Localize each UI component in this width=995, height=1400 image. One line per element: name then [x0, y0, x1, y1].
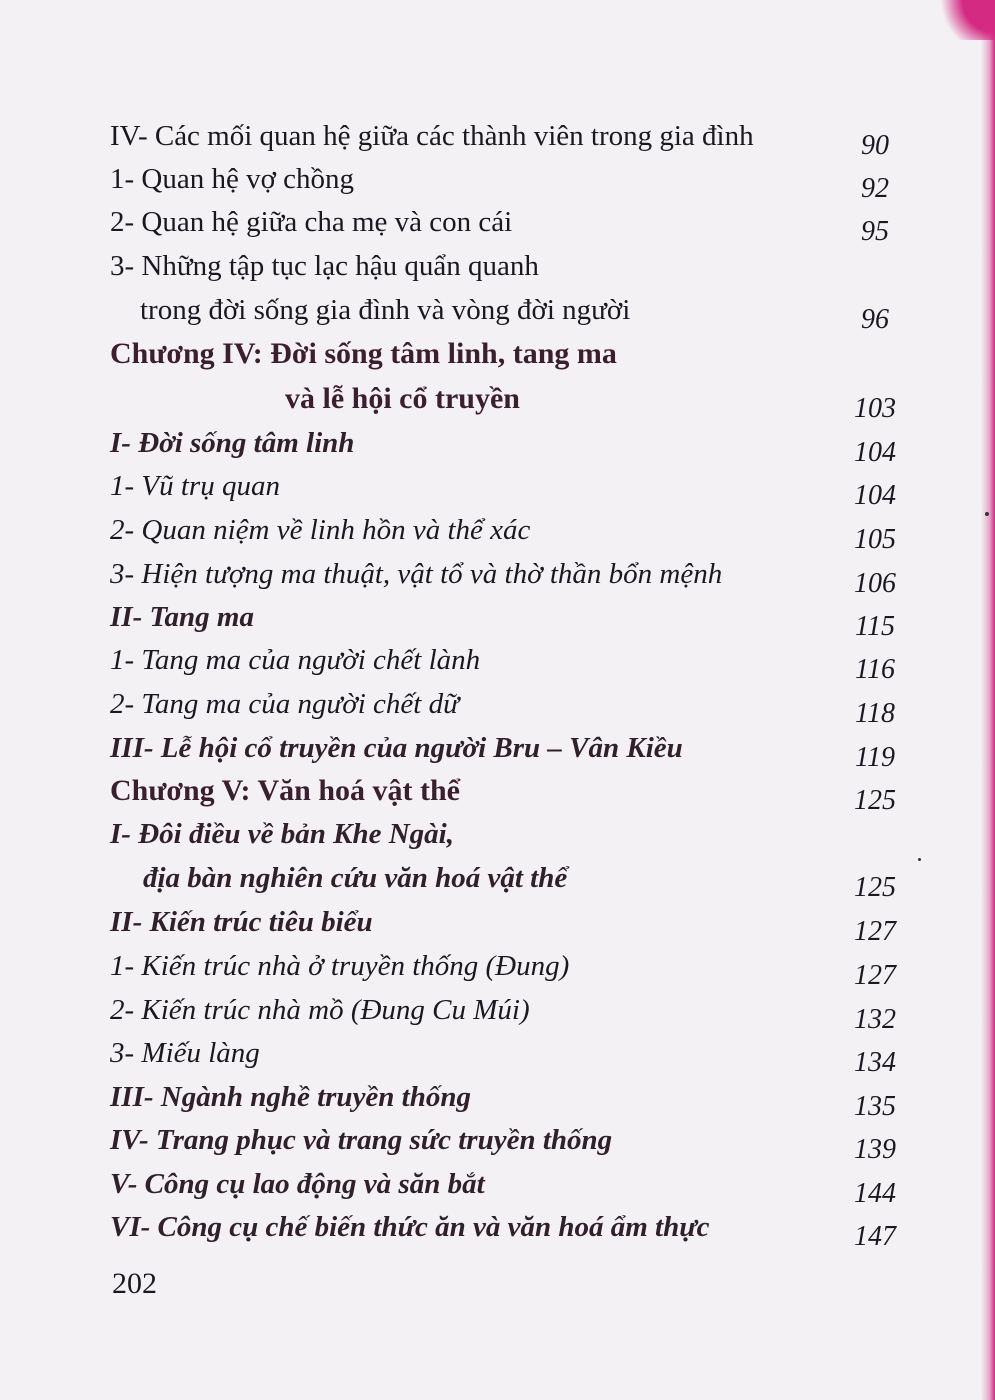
toc-entry-title: 2- Quan hệ giữa cha mẹ và con cái: [110, 206, 513, 238]
chapter-heading: [110, 773, 910, 817]
toc-entry-title: địa bàn nghiên cứu văn hoá vật thể: [143, 862, 568, 894]
toc-entry-title: III- Lễ hội cổ truyền của người Bru – Vân Kiều: [110, 732, 683, 764]
toc-entry-page: 139: [854, 1134, 896, 1165]
toc-entry-title: trong đời sống gia đình và vòng đời người: [140, 294, 631, 326]
toc-entry: [110, 204, 910, 248]
toc-entry: [110, 599, 910, 643]
toc-entry-page: 119: [855, 742, 895, 773]
toc-entry-title: II- Kiến trúc tiêu biểu: [110, 906, 373, 938]
toc-entry-page: 104: [854, 437, 896, 468]
toc-entry: [110, 816, 910, 860]
toc-entry-page: 127: [854, 960, 896, 991]
toc-entry: [110, 992, 910, 1036]
toc-entry-title: 3- Miếu làng: [110, 1037, 260, 1069]
chapter-heading: [110, 336, 910, 380]
toc-entry-page: 106: [854, 568, 896, 599]
toc-entry: [143, 860, 910, 904]
toc-entry-title: VI- Công cụ chế biến thức ăn và văn hoá ẩm thực: [110, 1211, 710, 1243]
toc-entry-page: 95: [861, 216, 889, 247]
toc-entry-page: 118: [855, 698, 895, 729]
toc-entry-page: 96: [861, 304, 889, 335]
toc-entry-title: IV- Trang phục và trang sức truyền thống: [110, 1124, 613, 1156]
toc-entry: [110, 1209, 910, 1253]
toc-entry-title: V- Công cụ lao động và săn bắt: [110, 1168, 485, 1200]
toc-entry: [140, 292, 910, 336]
toc-entry-title: IV- Các mối quan hệ giữa các thành viên trong gia đình: [110, 120, 754, 152]
chapter-heading-title: Chương IV: Đời sống tâm linh, tang ma: [110, 337, 617, 370]
toc-entry: [110, 730, 910, 774]
toc-entry-title: 2- Tang ma của người chết dữ: [110, 688, 459, 720]
toc-entry: [110, 1035, 910, 1079]
chapter-heading-title: Chương V: Văn hoá vật thể: [110, 774, 460, 807]
toc-entry-page: 116: [855, 654, 895, 685]
toc-entry: [110, 556, 910, 600]
toc-entry: [110, 1079, 910, 1123]
toc-entry-page: 90: [861, 130, 889, 161]
toc-entry-page: 125: [854, 785, 896, 816]
toc-entry-title: 3- Hiện tượng ma thuật, vật tổ và thờ thần bổn mệnh: [110, 558, 723, 590]
toc-entry-title: I- Đời sống tâm linh: [110, 427, 355, 459]
toc-entry-page: 132: [854, 1004, 896, 1035]
toc-entry-title: 2- Kiến trúc nhà mồ (Đung Cu Múi): [110, 994, 530, 1026]
toc-entry: [110, 686, 910, 730]
toc-entry: [110, 904, 910, 948]
chapter-heading: [285, 381, 910, 425]
toc-entry-page: 103: [854, 393, 896, 424]
toc-entry-title: 3- Những tập tục lạc hậu quẩn quanh: [110, 250, 539, 282]
chapter-heading-title: và lễ hội cổ truyền: [285, 382, 520, 415]
toc-entry-title: 1- Quan hệ vợ chồng: [110, 163, 355, 195]
toc-entry-title: 1- Kiến trúc nhà ở truyền thống (Đung): [110, 950, 570, 982]
toc-entry: [110, 425, 910, 469]
toc-entry-page: 115: [855, 611, 895, 642]
toc-entry-title: 1- Vũ trụ quan: [110, 470, 280, 502]
toc-entry: [110, 118, 910, 162]
toc-entry: [110, 1122, 910, 1166]
toc-entry: [110, 948, 910, 992]
toc-entry-page: 127: [854, 916, 896, 947]
toc-entry: [110, 161, 910, 205]
toc-entry: [110, 512, 910, 556]
toc-entry-title: I- Đôi điều về bản Khe Ngài,: [110, 818, 454, 850]
toc-entry-title: 2- Quan niệm về linh hồn và thể xác: [110, 514, 531, 546]
toc-entry-page: 147: [854, 1221, 896, 1252]
toc-entry-page: 134: [854, 1047, 896, 1078]
toc-entry-title: II- Tang ma: [110, 601, 254, 633]
toc-entry-page: 144: [854, 1178, 896, 1209]
toc-entry: [110, 642, 910, 686]
toc-entry-title: III- Ngành nghề truyền thống: [110, 1081, 471, 1113]
toc-entry-page: 135: [854, 1091, 896, 1122]
toc-entry-page: 104: [854, 480, 896, 511]
toc-entry-page: 92: [861, 173, 889, 204]
toc-entry-page: 105: [854, 524, 896, 555]
toc-entry-page: 125: [854, 872, 896, 903]
toc-entry: [110, 1166, 910, 1210]
toc-entry: [110, 468, 910, 512]
toc-entry-title: 1- Tang ma của người chết lành: [110, 644, 481, 676]
page-number: 202: [112, 1267, 157, 1300]
toc-entry: [110, 248, 910, 292]
